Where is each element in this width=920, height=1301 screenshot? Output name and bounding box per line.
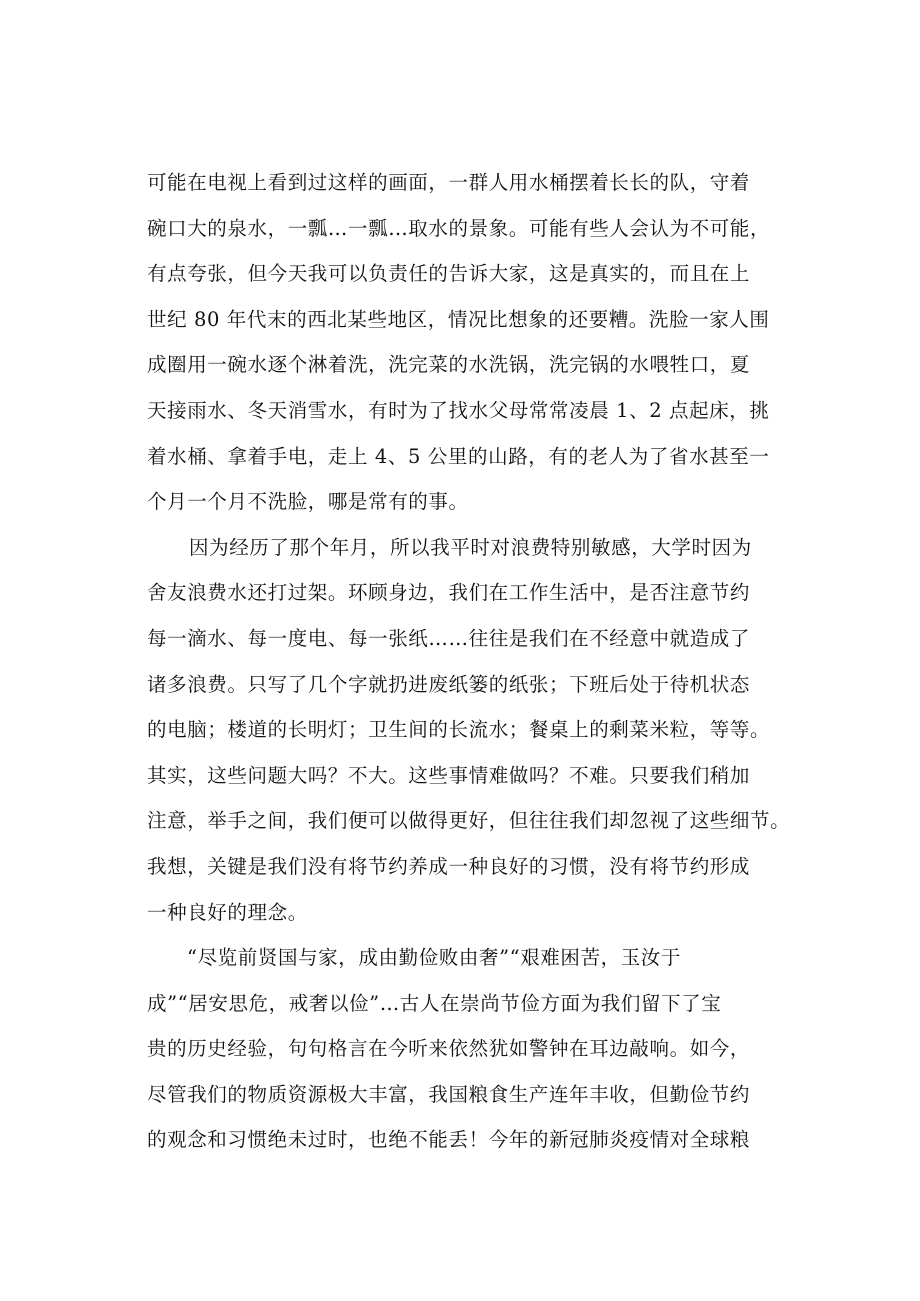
text-line: 天接雨水、冬天消雪水，有时为了找水父母常常凌晨 1、2 点起床，挑 (147, 398, 770, 422)
paragraph-1 (147, 160, 827, 525)
text-line: 着水桶、拿着手电，走上 4、5 公里的山路，有的老人为了省水甚至一 (147, 444, 770, 468)
text-line: 的观念和习惯绝未过时，也绝不能丢！今年的新冠肺炎疫情对全球粮 (147, 1128, 751, 1152)
text-line: 世纪 80 年代末的西北某些地区，情况比想象的还要糟。洗脸一家人围 (147, 307, 770, 331)
text-line: 可能在电视上看到过这样的画面，一群人用水桶摆着长长的队，守着 (147, 171, 751, 194)
text-line: 一种良好的理念。 (147, 900, 308, 924)
paragraph-2 (147, 525, 827, 935)
text-line: 成圈用一碗水逐个淋着洗，洗完菜的水洗锅，洗完锅的水喂牲口，夏 (147, 353, 751, 377)
text-line: 贵的历史经验，句句格言在今听来依然犹如警钟在耳边敲响。如今， (147, 1037, 751, 1061)
document-body (147, 160, 827, 1163)
text-line: 其实，这些问题大吗？不大。这些事情难做吗？不难。只要我们稍加 (147, 763, 751, 787)
text-line: 因为经历了那个年月，所以我平时对浪费特别敏感，大学时因为 (189, 535, 752, 559)
text-line: 个月一个月不洗脸，哪是常有的事。 (147, 490, 469, 514)
text-line: 成”“居安思危，戒奢以俭”…古人在崇尚节俭方面为我们留下了宝 (147, 991, 722, 1015)
text-line: 的电脑；楼道的长明灯；卫生间的长流水；餐桌上的剩菜米粒，等等。 (147, 718, 771, 742)
paragraph-3 (147, 935, 827, 1163)
text-line: 碗口大的泉水，一瓢…一瓢…取水的景象。可能有些人会认为不可能， (147, 216, 771, 240)
text-line: 注意，举手之间，我们便可以做得更好，但往往我们却忽视了这些细节。 (147, 809, 791, 833)
text-line: 我想，关键是我们没有将节约养成一种良好的习惯，没有将节约形成 (147, 854, 751, 878)
text-line: “尽览前贤国与家，成由勤俭败由奢”“艰难困苦，玉汝于 (187, 946, 682, 970)
text-line: 诸多浪费。只写了几个字就扔进废纸篓的纸张；下班后处于待机状态 (147, 672, 751, 696)
text-line: 每一滴水、每一度电、每一张纸……往往是我们在不经意中就造成了 (147, 626, 751, 650)
text-line: 有点夸张，但今天我可以负责任的告诉大家，这是真实的，而且在上 (147, 262, 751, 286)
text-line: 尽管我们的物质资源极大丰富，我国粮食生产连年丰收，但勤俭节约 (147, 1082, 751, 1106)
text-line: 舍友浪费水还打过架。环顾身边，我们在工作生活中，是否注意节约 (147, 581, 751, 605)
